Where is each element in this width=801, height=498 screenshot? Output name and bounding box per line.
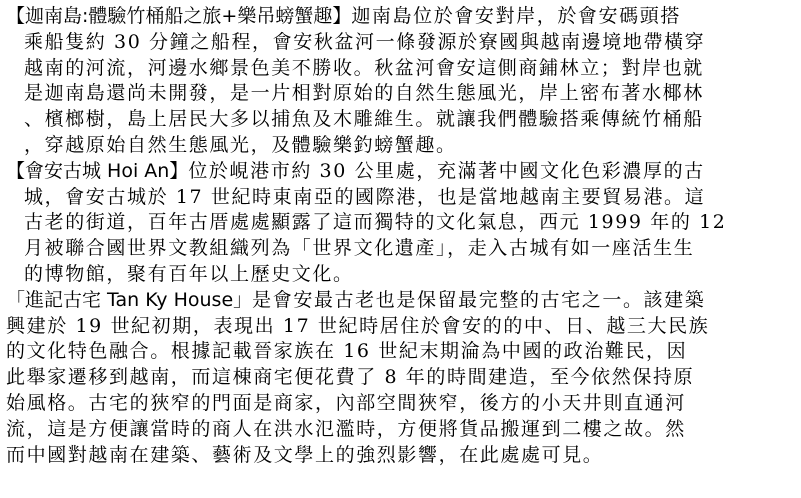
paragraph-cham-island [6,4,796,159]
document-body [6,4,796,468]
paragraph-tan-ky-house [6,288,796,469]
text-line: 的文化特色融合。根據記載晉家族在 16 世紀末期淪為中國的政治難民，因 [6,340,688,363]
text-line: 越南的河流，河邊水鄉景色美不勝收。秋盆河會安這側商鋪林立；對岸也就 [24,56,704,79]
text-line: 此舉家遷移到越南，而這棟商宅便花費了 8 年的時間建造，至今依然保持原 [6,366,695,389]
text-line: 乘船隻約 30 分鐘之船程，會安秋盆河一條發源於寮國與越南邊境地帶橫穿 [24,30,706,53]
text-line: 是迦南島還尚未開發，是一片相對原始的自然生態風光，岸上密布著水椰林 [24,82,704,105]
text-line: 城，會安古城於 17 世紀時東南亞的國際港，也是當地越南主要貿易港。這 [24,185,706,208]
text-line: 而中國對越南在建築、藝術及文學上的強烈影響，在此處處可見。 [6,443,604,466]
text-line [6,4,796,30]
text-line: ，穿越原始自然生態風光，及體驗樂釣螃蟹趣。 [24,133,457,156]
section-heading: 「進記古宅 Tan Ky House」 [6,288,253,311]
text-line: 興建於 19 世紀初期，表現出 17 世紀時居住於會安的的中、日、越三大民族 [6,314,710,337]
text-line: 古老的街道，百年古厝處處顯露了這而獨特的文化氣息，西元 1999 年的 12 [24,211,727,234]
text-run: 迦南島位於會安對岸，於會安碼頭搭 [351,5,681,27]
text-line: 流，這是方便讓當時的商人在洪水氾濫時，方便將貨品搬運到二樓之故。然 [6,417,686,440]
text-line [6,288,796,314]
text-line: 月被聯合國世界文教組織列為「世界文化遺產」，走入古城有如一座活生生 [24,237,695,260]
text-line: 始風格。古宅的狹窄的門面是商家，內部空間狹窄，後方的小天井則直通河 [6,391,686,414]
text-line: 的博物館，聚有百年以上歷史文化。 [24,262,354,285]
text-line [6,159,796,185]
section-heading: 【會安古城 Hoi An】 [6,159,189,182]
text-line: 、檳榔樹，島上居民大多以捕魚及木雕維生。就讓我們體驗搭乘傳統竹桶船 [24,108,704,131]
text-run: 位於峴港市約 30 公里處，充滿著中國文化色彩濃厚的古 [188,159,705,182]
paragraph-hoi-an-ancient-town [6,159,796,288]
section-heading: 【迦南島:體驗竹桶船之旅+樂吊螃蟹趣】 [6,5,352,27]
text-run: 是會安最古老也是保留最完整的古宅之一。該建築 [252,288,706,311]
